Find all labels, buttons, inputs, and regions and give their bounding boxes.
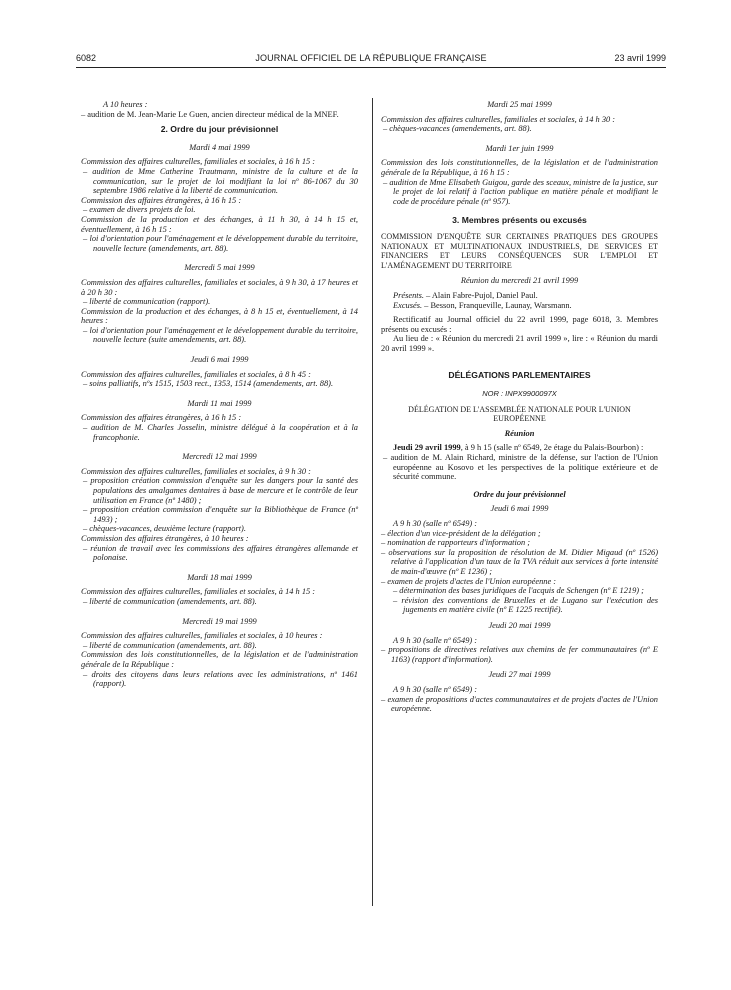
- section-title: 3. Membres présents ou excusés: [452, 215, 587, 226]
- meeting-location: , à 9 h 15 (salle nº 6549, 2e étage du Palais-Bourbon) :: [460, 443, 644, 453]
- committee-line: Commission de la production et des échanges, à 8 h 15 et, éventuellement, à 14 heures :: [81, 306, 358, 326]
- agenda-item: – audition de M. Jean-Marie Le Guen, ancien directeur médical de la MNEF.: [81, 109, 339, 119]
- agenda-item: – audition de Mme Elisabeth Guigou, garde des sceaux, ministre de la justice, sur le projet de loi relatif à l'action publique en matière pénale et modifiant le code de procédure pénale (nº 957).: [383, 177, 658, 206]
- date-heading: Mardi 11 mai 1999: [187, 398, 252, 408]
- date-heading: Jeudi 6 mai 1999: [190, 355, 249, 365]
- agenda-item: – audition de Mme Catherine Trautmann, ministre de la culture et de la communication, sur le projet de loi modifiant la loi nº 86-1067 du 30 septembre 1986 relative à la liberté de communication.: [83, 166, 358, 196]
- date-heading: Jeudi 20 mai 1999: [488, 620, 551, 630]
- meeting-line: [381, 443, 658, 453]
- agenda-item: – liberté de communication (amendements, art. 88).: [83, 640, 257, 650]
- right-column: [381, 100, 658, 714]
- agenda-subitem: – détermination des bases juridiques de l'acquis de Schengen (nº E 1219) ;: [393, 586, 644, 596]
- excused-members: [381, 301, 658, 311]
- nor-reference: NOR : INPX9900097X: [482, 389, 557, 399]
- agenda-item: – soins palliatifs, nºs 1515, 1503 rect., 1353, 1514 (amendements, art. 88).: [83, 379, 334, 389]
- committee-line: Commission des affaires culturelles, familiales et sociales, à 10 heures :: [81, 631, 323, 641]
- header-rule: [76, 67, 666, 68]
- session-time: A 9 h 30 (salle nº 6549) :: [393, 635, 478, 645]
- agenda-item: – observations sur la proposition de résolution de M. Didier Migaud (nº 1526) relative à l'application d'un taux de la TVA réduit aux services à forte intensité de main-d'œuvre (nº E 1236) ;: [381, 547, 658, 576]
- present-members: [381, 291, 658, 301]
- date-heading: Jeudi 27 mai 1999: [488, 670, 551, 680]
- agenda-title: Ordre du jour prévisionnel: [473, 489, 566, 499]
- session-time: A 9 h 30 (salle nº 6549) :: [393, 684, 478, 694]
- session-time: A 10 heures :: [103, 100, 148, 109]
- presents-label: Présents.: [393, 290, 424, 300]
- issue-date: 23 avril 1999: [614, 53, 666, 63]
- presents-list: – Alain Fabre-Pujol, Daniel Paul.: [426, 290, 538, 300]
- date-heading: Mardi 1er juin 1999: [485, 143, 554, 153]
- meeting-date: Réunion du mercredi 21 avril 1999: [460, 276, 579, 286]
- agenda-item: – proposition création commission d'enquête sur les dangers pour la santé des populations des amalgames dentaires à base de mercure et le contrôle de leur utilisation en France (nº 1480) ;: [83, 476, 358, 505]
- committee-line: Commission de la production et des échanges, à 11 h 30, à 14 h 15 et, éventuellement, à 16 h 15 :: [81, 214, 358, 234]
- agenda-item: – liberté de communication (rapport).: [83, 297, 211, 307]
- committee-line: Commission des lois constitutionnelles, de la législation et de l'administration générale de la République :: [81, 650, 358, 669]
- committee-line: Commission des affaires étrangères, à 16 h 15 :: [81, 195, 242, 205]
- committee-line: Commission des lois constitutionnelles, de la législation et de l'administration générale de la République, à 16 h 15 :: [381, 158, 658, 177]
- agenda-item: – chèques-vacances (amendements, art. 88).: [383, 124, 532, 134]
- column-divider: [372, 98, 373, 906]
- agenda-item: – loi d'orientation pour l'aménagement et le développement durable du territoire, nouvelle lecture (amendements, art. 88).: [83, 234, 358, 253]
- date-heading: Mercredi 5 mai 1999: [184, 263, 255, 273]
- agenda-item: – élection d'un vice-président de la délégation ;: [381, 528, 541, 538]
- agenda-item: – loi d'orientation pour l'aménagement et le développement durable du territoire, nouvelle lecture (suite amendements, art. 88).: [83, 325, 358, 345]
- session-time: A 9 h 30 (salle nº 6549) :: [393, 519, 478, 528]
- committee-line: Commission des affaires culturelles, familiales et sociales, à 16 h 15 :: [81, 157, 316, 167]
- committee-line: Commission des affaires étrangères, à 10 heures :: [81, 533, 249, 543]
- agenda-item: – propositions de directives relatives aux chemins de fer communautaires (nº E 1163) (rapport d'information).: [381, 645, 658, 664]
- rectificatif: Rectificatif au Journal officiel du 22 avril 1999, page 6018, 3. Membres présents ou excusés :: [381, 315, 658, 334]
- journal-title: JOURNAL OFFICIEL DE LA RÉPUBLIQUE FRANÇAISE: [255, 53, 487, 63]
- committee-line: Commission des affaires étrangères, à 16 h 15 :: [81, 413, 242, 423]
- agenda-subitem: – révision des conventions de Bruxelles et de Lugano sur l'exécution des jugements en matière civile (nº E 1225 rectifié).: [393, 595, 658, 615]
- committee-line: Commission des affaires culturelles, familiales et sociales, à 9 h 30 :: [81, 466, 311, 476]
- commission-name: COMMISSION D'ENQUÊTE SUR CERTAINES PRATIQUES DES GROUPES NATIONAUX ET MULTINATIONAUX INDUSTRIELS, DE SERVICES ET FINANCIERS ET LEURS CONSÉQUENCES SUR L'EMPLOI ET L'AMÉNAGEMENT DU TERRITOIRE: [381, 231, 658, 270]
- agenda-item: – examen de divers projets de loi.: [83, 205, 196, 215]
- left-column: [81, 100, 358, 689]
- agenda-item: – droits des citoyens dans leurs relations avec les administrations, nº 1461 (rapport).: [83, 669, 358, 689]
- page-header: [76, 53, 666, 67]
- meeting-date-bold: Jeudi 29 avril 1999: [393, 443, 461, 453]
- meeting-label: Réunion: [504, 428, 535, 438]
- excuses-label: Excusés.: [393, 300, 423, 310]
- agenda-item: – examen de projets d'actes de l'Union européenne :: [381, 576, 557, 586]
- committee-line: Commission des affaires culturelles, familiales et sociales, à 14 h 30 :: [381, 114, 616, 124]
- date-heading: Mercredi 19 mai 1999: [182, 616, 257, 626]
- agenda-item: – nomination de rapporteurs d'information ;: [381, 538, 531, 548]
- agenda-item: – chèques-vacances, deuxième lecture (rapport).: [83, 524, 246, 534]
- page-number: 6082: [76, 53, 97, 63]
- date-heading: Mercredi 12 mai 1999: [182, 452, 257, 462]
- committee-line: Commission des affaires culturelles, familiales et sociales, à 14 h 15 :: [81, 587, 316, 597]
- date-heading: Mardi 4 mai 1999: [189, 142, 250, 152]
- agenda-item: – proposition création commission d'enquête sur la Bibliothèque de France (nº 1493) ;: [83, 505, 358, 524]
- delegations-title: DÉLÉGATIONS PARLEMENTAIRES: [448, 370, 591, 381]
- section-title: 2. Ordre du jour prévisionnel: [160, 124, 279, 135]
- agenda-item: – examen de propositions d'actes communautaires et de projets d'actes de l'Union européenne.: [381, 694, 658, 714]
- date-heading: Mardi 18 mai 1999: [187, 572, 252, 582]
- rectificatif-detail: Au lieu de : « Réunion du mercredi 21 avril 1999 », lire : « Réunion du mardi 20 avril 1999 ».: [381, 334, 658, 353]
- agenda-item: – audition de M. Charles Josselin, ministre délégué à la coopération et à la francophonie.: [83, 423, 358, 442]
- delegation-name: DÉLÉGATION DE L'ASSEMBLÉE NATIONALE POUR L'UNION EUROPÉENNE: [408, 404, 631, 424]
- agenda-item: – audition de M. Alain Richard, ministre de la défense, sur l'action de l'Union européenne au Kosovo et les perspectives de la politique extérieure et de sécurité commune.: [383, 453, 658, 482]
- excuses-list: – Besson, Franqueville, Launay, Warsmann.: [424, 300, 572, 310]
- agenda-item: – réunion de travail avec les commissions des affaires étrangères allemande et polonaise.: [83, 543, 358, 563]
- committee-line: Commission des affaires culturelles, familiales et sociales, à 8 h 45 :: [81, 369, 311, 379]
- date-heading: Jeudi 6 mai 1999: [490, 504, 549, 514]
- agenda-item: – liberté de communication (amendements, art. 88).: [83, 596, 257, 606]
- committee-line: Commission des affaires culturelles, familiales et sociales, à 9 h 30, à 17 heures et à 20 h 30 :: [81, 277, 358, 297]
- date-heading: Mardi 25 mai 1999: [487, 100, 552, 109]
